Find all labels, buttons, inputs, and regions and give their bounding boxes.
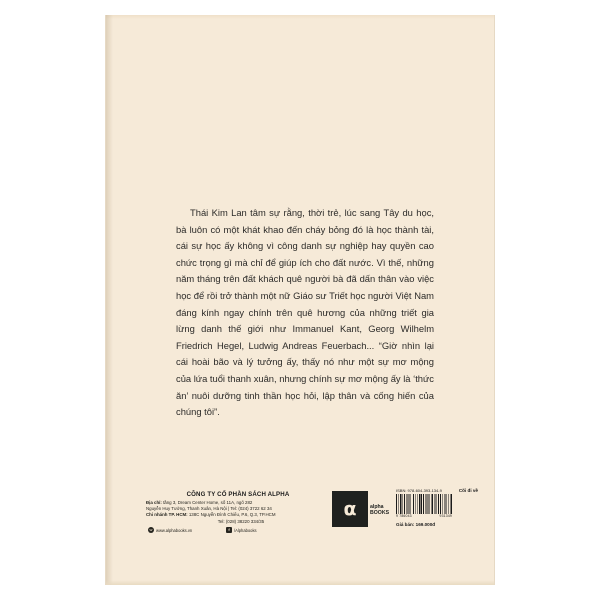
alpha-glyph-icon: α: [343, 497, 357, 520]
website-label: www.alphabooks.vn: [156, 527, 193, 533]
publisher-branch-tel: Tel: (028) 38220 334/35: [217, 518, 265, 524]
web-links-row: [106, 527, 494, 539]
price-label: Giá bán: 169.000đ: [396, 522, 436, 527]
facebook-link: [226, 527, 257, 533]
alpha-brand-line2: BOOKS: [370, 510, 390, 516]
book-back-cover: [105, 15, 495, 585]
globe-icon: w: [149, 527, 153, 532]
address-label: Địa chỉ:: [146, 500, 162, 505]
isbn-row: [396, 488, 478, 493]
publisher-block: [140, 491, 336, 525]
alpha-brand-label: [370, 504, 389, 516]
barcode-digits: [396, 514, 452, 518]
publisher-details: [140, 500, 336, 525]
publisher-address-line2: Nguyễn Huy Tưởng, Thanh Xuân, Hà Nội | Tel: (024) 3722 62 34: [146, 506, 272, 512]
blurb-paragraph: Thái Kim Lan tâm sự rằng, thời trẻ, lúc sang Tây du học, bà luôn có một khát khao đến cháy bỏng đó là học thành tài, cái sự học ấy không vì công danh sự nghiệp hay quyền cao chức trọng gì mà chỉ để giúp ích cho đất nước. Vì thế, những năm tháng trên đất khách quê người bà đã dấn thân vào việc học để rồi trở thành một nữ Giáo sư Triết học người Việt Nam đáng kính ngay chính trên quê hương của những triết gia lừng danh thế giới như Immanuel Kant, Georg Wilhelm Friedrich Hegel, Ludwig Andreas Feuerbach... “Giờ nhìn lại cái hoài bão và lý tưởng ấy, thấy nó như một sự mơ mộng của lứa tuổi thanh xuân, nhưng chính sự mơ mộng ấy là ‘thức ăn’ nuôi dưỡng tinh thần học hỏi, lập thân và cống hiến của chúng tôi”.: [176, 207, 434, 418]
alpha-logo: [332, 491, 368, 527]
branch-value: 138C Nguyễn Đình Chiểu, P.6, Q.3, TP.HCM: [187, 512, 276, 518]
cover-inner: [106, 15, 494, 585]
alpha-brand-line1: alpha: [370, 504, 384, 510]
facebook-label: /Alphabooks: [234, 527, 257, 533]
series-label: Cõi đi về: [458, 488, 478, 493]
cover-footer: [106, 488, 494, 553]
address-value: tầng 3, Dream Center Home, số 11A, ngõ 282: [161, 500, 253, 505]
branch-label: Chi nhánh TP. HCM:: [146, 512, 188, 518]
website-link: [148, 527, 192, 533]
barcode-digits-right: 931349: [439, 514, 452, 518]
cover-bottom-edge-shading: [106, 580, 494, 585]
cover-top-edge-shading: [106, 15, 494, 19]
back-cover-blurb: [176, 205, 434, 421]
publisher-name: CÔNG TY CỔ PHẦN SÁCH ALPHA: [186, 491, 290, 498]
barcode-icon: [396, 494, 452, 514]
barcode-digits-left: 9 786043: [396, 514, 412, 518]
isbn-label: ISBN: 978-604-393-134-9: [396, 488, 442, 493]
facebook-icon: f: [226, 527, 232, 533]
